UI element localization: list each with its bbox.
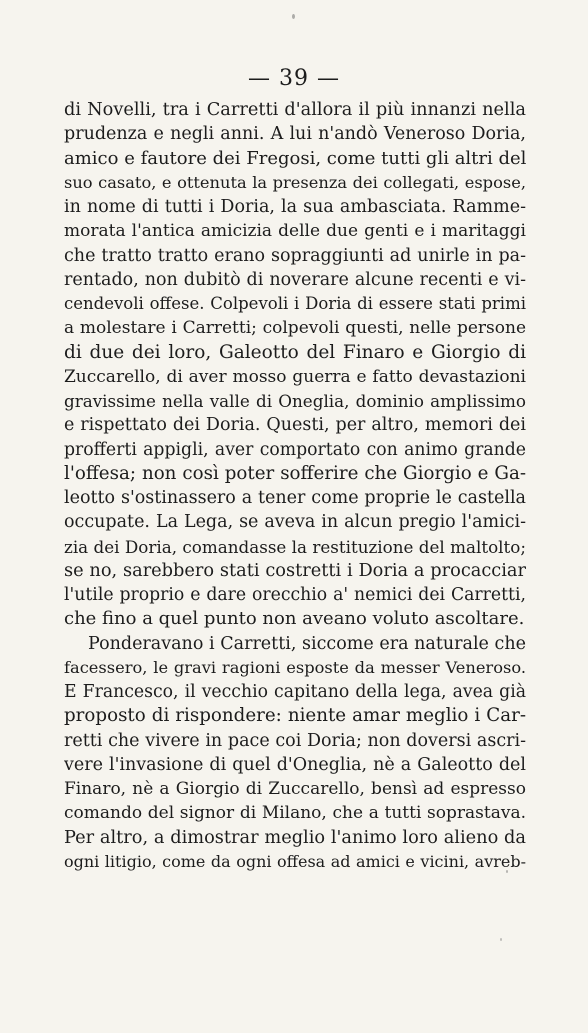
text-line: occupate. La Lega, se aveva in alcun pregio l'amici- [64,512,526,533]
text-line: amico e fautore dei Fregosi, come tutti gli altri del [64,147,526,169]
text-line: suo casato, e ottenuta la presenza dei collegati, espose, [64,172,526,192]
text-line: comando del signor di Milano, che a tutti soprastava. [64,803,526,824]
text-line: proposto di rispondere: niente amar meglio i Car- [64,705,526,727]
scan-speck [500,938,502,941]
page-number: — 39 — [248,66,340,91]
text-line: gravissime nella valle di Oneglia, dominio amplissimo [64,391,526,411]
text-line: Zuccarello, di aver mosso guerra e fatto devastazioni [64,366,526,387]
text-line: profferti appigli, aver comportato con animo grande [64,439,526,460]
text-line: che tratto tratto erano sopraggiunti ad unirle in pa- [64,245,526,266]
text-line: morata l'antica amicizia delle due genti e i maritaggi [64,221,526,242]
scan-speck [506,870,508,873]
text-line: retti che vivere in pace coi Doria; non doversi ascri- [64,730,526,751]
text-line: cendevoli offese. Colpevoli i Doria di essere stati primi [64,294,526,313]
text-line: rentado, non dubitò di noverare alcune recenti e vi- [64,269,526,290]
text-line: di Novelli, tra i Carretti d'allora il più innanzi nella [64,100,526,120]
text-line: in nome di tutti i Doria, la sua ambasciata. Ramme- [64,197,526,217]
text-line: l'utile proprio e dare orecchio a' nemici dei Carretti, [64,585,526,605]
text-line: l'offesa; non così poter sofferire che Giorgio e Ga- [64,462,526,484]
text-line: Ponderavano i Carretti, siccome era naturale che [88,633,526,654]
text-line: se no, sarebbero stati costretti i Doria a procacciar [64,560,526,581]
text-line: vere l'invasione di quel d'Oneglia, nè a Galeotto del [64,754,526,775]
text-line: Per altro, a dimostrar meglio l'animo loro alieno da [64,827,526,848]
text-line: a molestare i Carretti; colpevoli questi, nelle persone [64,318,526,339]
text-line: e rispettato dei Doria. Questi, per altro, memori dei [64,415,526,436]
body-text [64,98,526,874]
scan-speck [292,14,295,19]
text-line: leotto s'ostinassero a tener come proprie le castella [64,488,526,508]
text-line: di due dei loro, Galeotto del Finaro e Giorgio di [64,341,526,363]
text-line: Finaro, nè a Giorgio di Zuccarello, bensì ad espresso [64,779,526,799]
text-line: E Francesco, il vecchio capitano della lega, avea già [64,682,526,702]
text-line: zia dei Doria, comandasse la restituzione del maltolto; [64,536,526,557]
text-line: ogni litigio, come da ogni offesa ad amici e vicini, avreb- [64,851,526,871]
text-line: facessero, le gravi ragioni esposte da messer Veneroso. [64,657,526,677]
text-line: che fino a quel punto non aveano voluto ascoltare. [64,608,525,630]
text-line: prudenza e negli anni. A lui n'andò Veneroso Doria, [64,124,526,145]
